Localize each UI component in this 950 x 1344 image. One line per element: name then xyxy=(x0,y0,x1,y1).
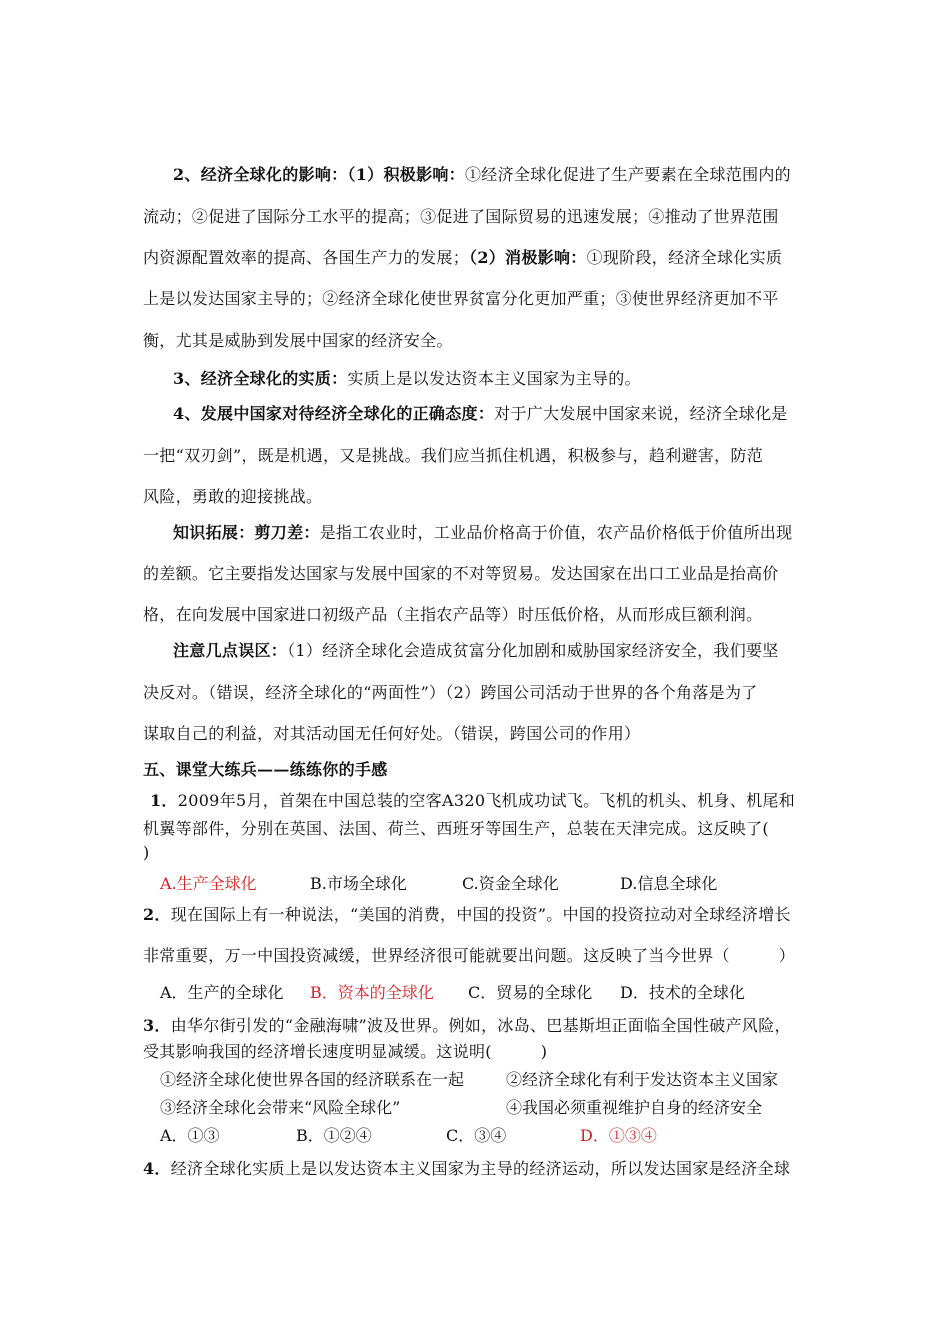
q3-statement-1: ①经济全球化使世界各国的经济联系在一起 xyxy=(160,1070,465,1089)
p2-line5: 衡，尤其是威胁到发展中国家的经济安全。 xyxy=(143,331,453,350)
q4-line1: 4．经济全球化实质上是以发达资本主义国家为主导的经济运动，所以发达国家是经济全球 xyxy=(143,1159,791,1178)
q3-statement-2: ②经济全球化有利于发达资本主义国家 xyxy=(506,1070,779,1089)
p6-line2: 决反对。（错误，经济全球化的“两面性”）（2）跨国公司活动于世界的各个角落是为了 xyxy=(143,683,758,702)
q3-line1: 3．由华尔街引发的“金融海啸”波及世界。例如，冰岛、巴基斯坦正面临全国性破产风险， xyxy=(143,1016,791,1035)
q1-option-d: D.信息全球化 xyxy=(620,874,718,893)
p4-line2: 一把“双刃剑”，既是机遇，又是挑战。我们应当抓住机遇，积极参与，趋利避害，防范 xyxy=(143,446,764,465)
p5-line3: 格，在向发展中国家进口初级产品（主指农产品等）时压低价格，从而形成巨额利润。 xyxy=(143,605,763,624)
q2-option-c: C．贸易的全球化 xyxy=(468,983,593,1002)
p6-line3: 谋取自己的利益，对其活动国无任何好处。（错误，跨国公司的作用） xyxy=(143,724,641,743)
q1-line2: 机翼等部件，分别在英国、法国、荷兰、西班牙等国生产，总装在天津完成。这反映了( xyxy=(143,819,769,838)
p4-line3: 风险，勇敢的迎接挑战。 xyxy=(143,487,323,506)
q1-option-a: A.生产全球化 xyxy=(160,874,257,893)
q1-option-c: C.资金全球化 xyxy=(462,874,559,893)
q1-option-b: B.市场全球化 xyxy=(310,874,407,893)
q1-line3: ) xyxy=(143,843,150,862)
q2-option-d: D．技术的全球化 xyxy=(620,983,745,1002)
p2-line4: 上是以发达国家主导的；②经济全球化使世界贫富分化更加严重；③使世界经济更加不平 xyxy=(143,289,779,308)
p3-line1: 3、经济全球化的实质：实质上是以发达资本主义国家为主导的。 xyxy=(173,369,641,388)
q2-option-a: A．生产的全球化 xyxy=(160,983,284,1002)
section-heading: 五、课堂大练兵——练练你的手感 xyxy=(143,760,388,779)
q3-option-b: B．①②④ xyxy=(296,1126,372,1145)
q2-line1: 2．现在国际上有一种说法，“美国的消费，中国的投资”。中国的投资拉动对全球经济增长 xyxy=(143,905,791,924)
q3-statement-4: ④我国必须重视维护自身的经济安全 xyxy=(506,1098,763,1117)
p6-line1: 注意几点误区：（1）经济全球化会造成贫富分化加剧和威胁国家经济安全，我们要坚 xyxy=(173,641,779,660)
p2-line2: 流动；②促进了国际分工水平的提高；③促进了国际贸易的迅速发展；④推动了世界范围 xyxy=(143,207,779,226)
p2-line1: 2、经济全球化的影响：（1）积极影响：①经济全球化促进了生产要素在全球范围内的 xyxy=(173,165,791,184)
q3-option-c: C．③④ xyxy=(446,1126,507,1145)
p5-line1: 知识拓展：剪刀差：是指工农业时，工业品价格高于价值，农产品价格低于价值所出现 xyxy=(173,523,793,542)
p5-line2: 的差额。它主要指发达国家与发展中国家的不对等贸易。发达国家在出口工业品是抬高价 xyxy=(143,564,779,583)
p4-line1: 4、发展中国家对待经济全球化的正确态度：对于广大发展中国家来说，经济全球化是 xyxy=(173,404,788,423)
q1-line1: 1．2009年5月，首架在中国总装的空客A320飞机成功试飞。飞机的机头、机身、机尾和 xyxy=(150,791,796,810)
q2-line2: 非常重要，万一中国投资减缓，世界经济很可能就要出问题。这反映了当今世界（ ） xyxy=(143,946,796,965)
q2-option-b: B．资本的全球化 xyxy=(310,983,434,1002)
q3-line2: 受其影响我国的经济增长速度明显减缓。这说明( ) xyxy=(143,1042,548,1061)
q3-option-a: A．①③ xyxy=(160,1126,220,1145)
q3-statement-3: ③经济全球化会带来“风险全球化” xyxy=(160,1098,401,1117)
q3-option-d: D．①③④ xyxy=(580,1126,657,1145)
p2-line3: 内资源配置效率的提高、各国生产力的发展；（2）消极影响：①现阶段，经济全球化实质 xyxy=(143,248,783,267)
